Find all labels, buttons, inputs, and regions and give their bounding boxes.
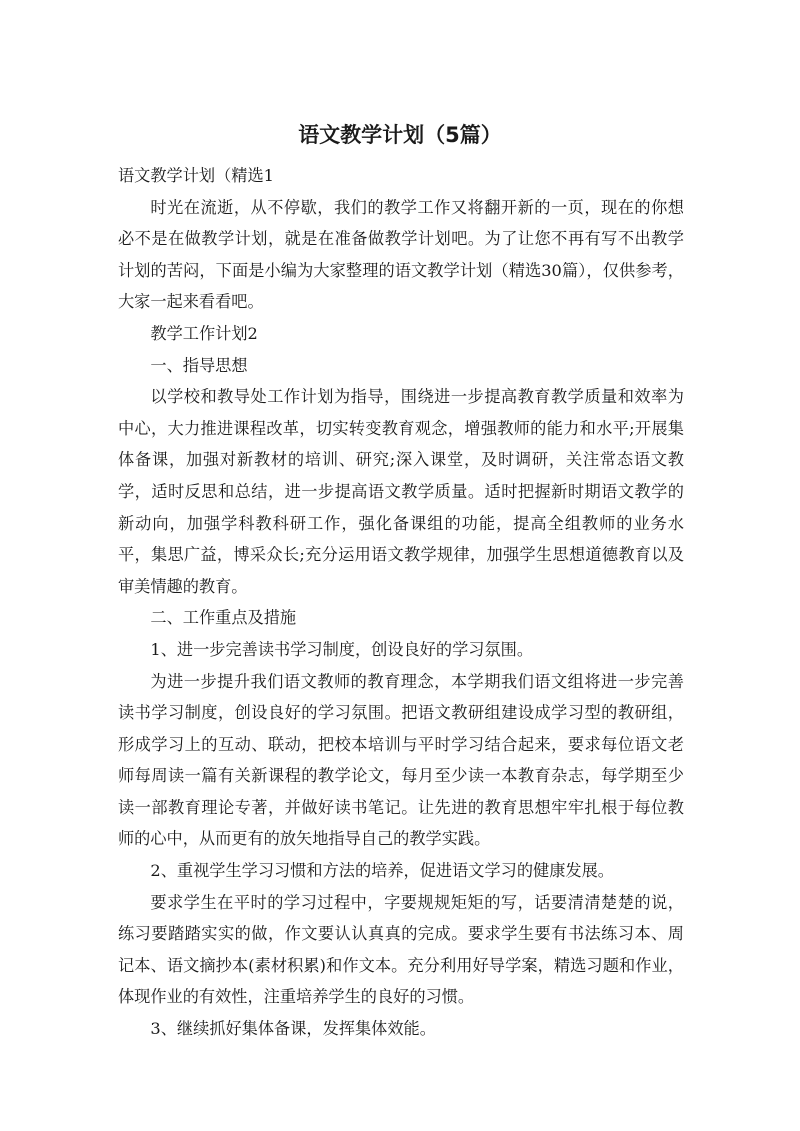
section-heading-guiding-ideology: 一、指导思想 — [150, 355, 248, 375]
guiding-ideology-paragraph: 以学校和教导处工作计划为指导，围绕进一步提高教育教学质量和效率为中心，大力推进课程改革，切实转变教育观念，增强教师的能力和水平;开展集体备课，加强对新教材的培训、研究;深入课堂，及时调研，关注常态语文教学，适时反思和总结，进一步提高语文教学质量。适时把握新时期语文教学的新动向，加强学科教科研工作，强化备课组的功能，提高全组教师的业务水平，集思广益，博采众长;充分运用语文教学规律，加强学生思想道德教育以及审美情趣的教育。 — [118, 387, 684, 596]
item-1-paragraph: 为进一步提升我们语文教师的教育理念，本学期我们语文组将进一步完善读书学习制度，创设良好的学习氛围。把语文教研组建设成学习型的教研组，形成学习上的互动、联动，把校本培训与平时学习结合起来，要求每位语文老师每周读一篇有关新课程的教学论文，每月至少读一本教育杂志，每学期至少读一部教育理论专著，并做好读书笔记。让先进的教育思想牢牢扎根于每位教师的心中，从而更有的放矢地指导自己的教学实践。 — [118, 671, 684, 849]
section-heading-key-work: 二、工作重点及措施 — [150, 608, 297, 628]
item-2-paragraph: 要求学生在平时的学习过程中，字要规规矩矩的写，话要清清楚楚的说，练习要踏踏实实的做，作文要认认真真的完成。要求学生要有书法练习本、周记本、语文摘抄本(素材积累)和作文本。充分利用好导学案，精选习题和作业，体现作业的有效性，注重培养学生的良好的习惯。 — [118, 892, 684, 1007]
subtitle-line: 语文教学计划（精选1 — [118, 166, 274, 185]
document-body — [118, 160, 684, 1045]
item-heading-2: 2、重视学生学习习惯和方法的培养，促进语文学习的健康发展。 — [150, 861, 614, 881]
document-title: 语文教学计划（5篇） — [298, 123, 502, 147]
section-heading-plan: 教学工作计划2 — [150, 323, 258, 343]
item-heading-3: 3、继续抓好集体备课，发挥集体效能。 — [150, 1019, 436, 1039]
intro-paragraph: 时光在流逝，从不停歇，我们的教学工作又将翻开新的一页，现在的你想必不是在做教学计划，就是在准备做教学计划吧。为了让您不再有写不出教学计划的苦闷，下面是小编为大家整理的语文教学计划（精选30篇），仅供参考，大家一起来看看吧。 — [118, 197, 684, 312]
item-heading-1: 1、进一步完善读书学习制度，创设良好的学习氛围。 — [150, 639, 534, 659]
